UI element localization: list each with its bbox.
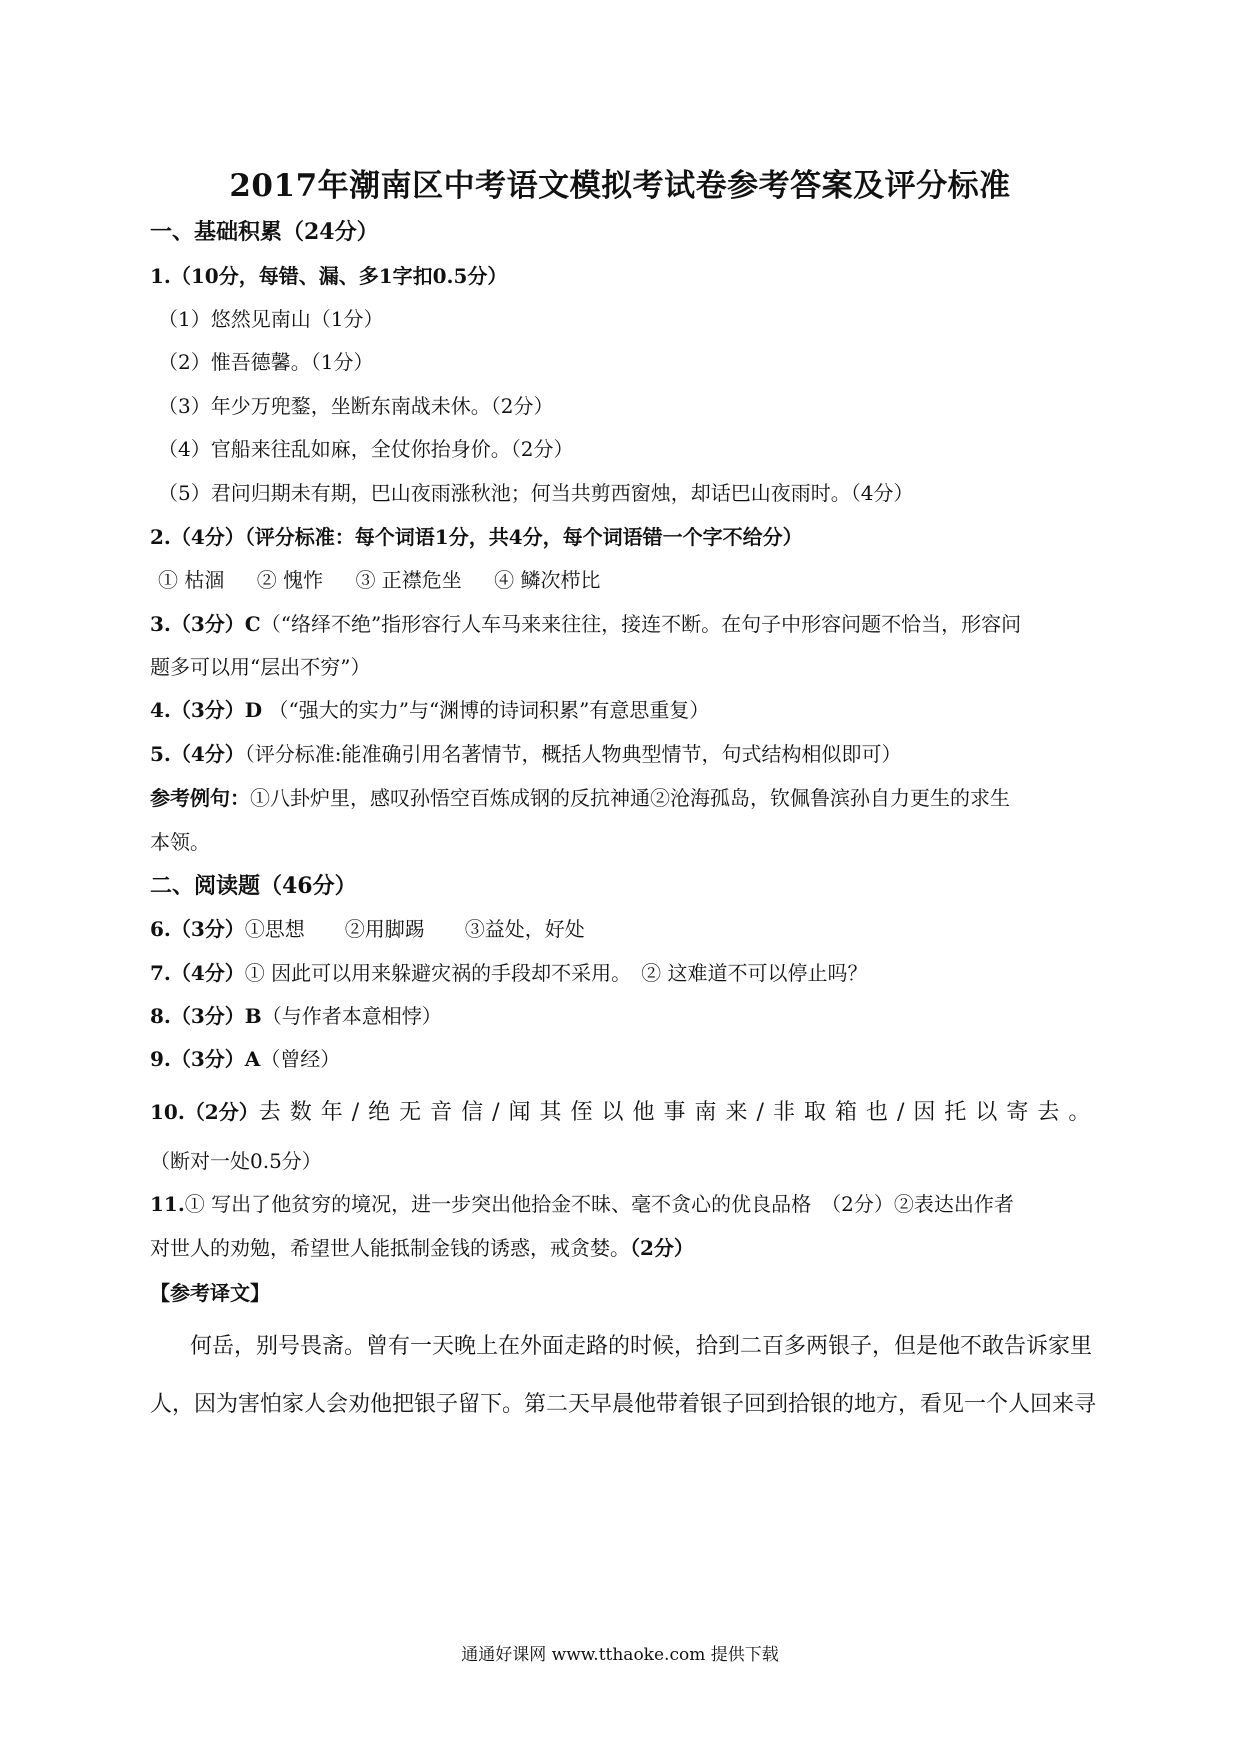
q1-item-1: （1）悠然见南山（1分） (158, 307, 384, 331)
q10-label: 10.（2分） (150, 1100, 259, 1124)
document-title: 2017年潮南区中考语文模拟考试卷参考答案及评分标准 (229, 168, 1011, 204)
q2-answer-2: ② 愧怍 (256, 568, 324, 592)
q2-answer-3: ③ 正襟危坐 (355, 568, 462, 592)
translation-paragraph-2: 人，因为害怕家人会劝他把银子留下。第二天早晨他带着银子回到拾银的地方，看见一个人回来寻 (150, 1392, 1097, 1417)
q5-label: 5.（4分） (150, 742, 245, 766)
translation-paragraph-1: 何岳，别号畏斋。曾有一天晚上在外面走路的时候，拾到二百多两银子，但是他不敢告诉家里 (190, 1334, 1093, 1359)
q8-line (150, 1000, 442, 1029)
q3-label: 3.（3分）C (150, 612, 261, 636)
q6-line (150, 913, 585, 942)
q5-example-1: ①八卦炉里，感叹孙悟空百炼成钢的反抗神通②沧海孤岛，钦佩鲁滨孙自力更生的求生 (250, 786, 1010, 810)
q8-label: 8.（3分）B (150, 1004, 262, 1028)
q2-answer-4: ④ 鳞次栉比 (494, 568, 601, 592)
q2-answers (158, 564, 601, 593)
q1-item-4: （4）官船来往乱如麻，全仗你抬身价。（2分） (158, 437, 574, 461)
q4-text: （“强大的实力”与“渊博的诗词积累”有意思重复） (268, 698, 710, 722)
q11-line-2 (150, 1232, 694, 1261)
q9-line (150, 1043, 340, 1072)
q4-line (150, 694, 709, 723)
q11-text-2: 对世人的劝勉，希望世人能抵制金钱的诱惑，戒贪婪。 (150, 1236, 630, 1260)
q7-line (150, 957, 868, 986)
q9-label: 9.（3分）A (150, 1047, 261, 1071)
q5-text: （评分标准:能准确引用名著情节，概括人物典型情节，句式结构相似即可） (244, 742, 902, 766)
q8-text: （与作者本意相悖） (261, 1004, 442, 1028)
q11-score: （2分） (630, 1236, 694, 1260)
section1-heading: 一、基础积累（24分） (150, 219, 379, 245)
section2-heading: 二、阅读题（46分） (150, 873, 357, 899)
q5-example-line-2: 本领。 (150, 830, 210, 854)
q5-example-label: 参考例句： (150, 786, 250, 810)
q5-line (150, 738, 902, 767)
q10-line (150, 1095, 1099, 1126)
q11-text-1: ① 写出了他贫穷的境况，进一步突出他拾金不昧、毫不贪心的优良品格 （2分）②表达出作者 (184, 1192, 1014, 1216)
q7-label: 7.（4分） (150, 961, 245, 985)
q3-line-1 (150, 608, 1021, 637)
q3-line-2: 题多可以用“层出不穷”） (150, 655, 371, 679)
q1-item-3: （3）年少万兜鍪，坐断东南战未休。（2分） (158, 394, 554, 418)
q9-text: （曾经） (260, 1047, 341, 1071)
q11-line-1 (150, 1188, 1014, 1217)
q2-heading: 2.（4分）（评分标准：每个词语1分，共4分，每个词语错一个字不给分） (150, 525, 803, 549)
q11-label: 11. (150, 1192, 185, 1216)
q3-text-1: （“络绎不绝”指形容行人车马来来往往，接连不断。在句子中形容问题不恰当，形容问 (260, 612, 1022, 636)
q10-note: （断对一处0.5分） (150, 1149, 322, 1173)
q1-item-2: （2）惟吾德馨。（1分） (158, 350, 374, 374)
q1-item-5: （5）君问归期未有期，巴山夜雨涨秋池；何当共剪西窗烛，却话巴山夜雨时。（4分） (158, 481, 914, 505)
q4-label: 4.（3分）D (150, 698, 263, 722)
footer-source: 通通好课网 www.tthaoke.com 提供下载 (461, 1645, 779, 1665)
q7-text: ① 因此可以用来躲避灾祸的手段却不采用。 ② 这难道不可以停止吗？ (244, 961, 868, 985)
q10-text: 去数年/绝无音信/闻其侄以他事南来/非取箱也/因托以寄去。 (258, 1100, 1100, 1125)
q5-example-line-1 (150, 782, 1010, 811)
q2-answer-1: ① 枯涸 (158, 568, 225, 592)
q6-label: 6.（3分） (150, 917, 245, 941)
q1-heading: 1.（10分，每错、漏、多1字扣0.5分） (150, 264, 508, 288)
q6-text: ①思想 ②用脚踢 ③益处，好处 (244, 917, 585, 941)
translation-heading: 【参考译文】 (150, 1281, 270, 1305)
